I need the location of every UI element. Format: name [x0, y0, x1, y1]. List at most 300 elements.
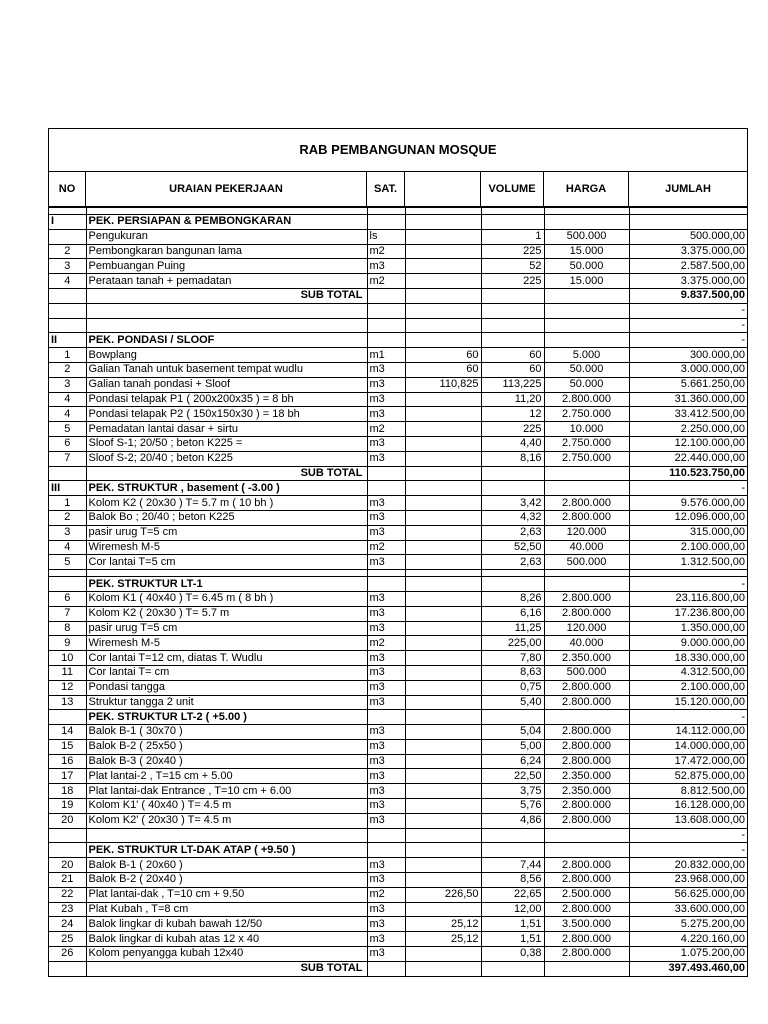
item-no: 23: [49, 902, 86, 917]
table-row: [49, 540, 747, 555]
table-row: [49, 651, 747, 666]
item-volume: 5,00: [481, 739, 544, 754]
section-no: II: [49, 333, 86, 348]
item-no: 22: [49, 887, 86, 902]
item-qty: [405, 591, 481, 606]
empty-cell: [481, 466, 544, 481]
empty-cell: [405, 828, 481, 843]
item-sat: m3: [367, 680, 405, 695]
section-label: PEK. PERSIAPAN & PEMBONGKARAN: [86, 215, 367, 230]
item-sat: m3: [367, 917, 405, 932]
item-no: 13: [49, 695, 86, 710]
item-uraian: Cor lantai T=5 cm: [86, 555, 367, 570]
empty-cell: [49, 303, 86, 318]
table-row: [49, 947, 747, 962]
empty-cell: [481, 333, 544, 348]
item-jumlah: 5.661.250,00: [629, 377, 747, 392]
item-uraian: Plat lantai-dak Entrance , T=10 cm + 6.00: [86, 784, 367, 799]
item-no: 15: [49, 739, 86, 754]
item-volume: 225: [481, 422, 544, 437]
empty-cell: [544, 961, 629, 975]
section-jumlah: -: [629, 481, 747, 496]
table-row: [49, 362, 747, 377]
item-no: 16: [49, 754, 86, 769]
item-no: 14: [49, 725, 86, 740]
section-no: [49, 843, 86, 858]
item-volume: 4,86: [481, 813, 544, 828]
item-no: 19: [49, 799, 86, 814]
subtotal-row: [49, 466, 747, 481]
item-qty: [405, 769, 481, 784]
item-sat: m3: [367, 665, 405, 680]
dash-value: -: [629, 828, 747, 843]
subtotal-label: SUB TOTAL: [86, 288, 367, 303]
empty-cell: [86, 828, 367, 843]
empty-cell: [481, 215, 544, 230]
header-harga: HARGA: [544, 172, 629, 206]
item-qty: [405, 636, 481, 651]
item-jumlah: 23.116.800,00: [629, 591, 747, 606]
item-volume: 6,16: [481, 606, 544, 621]
item-qty: [405, 407, 481, 422]
item-sat: m3: [367, 813, 405, 828]
item-qty: [405, 725, 481, 740]
table-row: [49, 407, 747, 422]
item-uraian: Balok B-2 ( 20x40 ): [86, 873, 367, 888]
item-uraian: Kolom K2' ( 20x30 ) T= 4.5 m: [86, 813, 367, 828]
section-label: PEK. STRUKTUR LT-1: [86, 577, 367, 592]
empty-cell: [544, 333, 629, 348]
item-volume: 225: [481, 244, 544, 259]
empty-cell: [405, 288, 481, 303]
item-qty: [405, 947, 481, 962]
empty-cell: [86, 570, 367, 577]
item-no: 2: [49, 244, 86, 259]
section-jumlah: -: [629, 577, 747, 592]
empty-cell: [367, 577, 405, 592]
item-uraian: Galian tanah pondasi + Sloof: [86, 377, 367, 392]
item-volume: 7,80: [481, 651, 544, 666]
table-row: [49, 754, 747, 769]
empty-cell: [481, 208, 544, 215]
table-row: [49, 902, 747, 917]
section-no: [49, 577, 86, 592]
table-row: [49, 259, 747, 274]
item-volume: 1,51: [481, 917, 544, 932]
header-no: NO: [49, 172, 86, 206]
item-sat: m3: [367, 606, 405, 621]
item-harga: 120.000: [544, 621, 629, 636]
section-label: PEK. STRUKTUR LT-DAK ATAP ( +9.50 ): [86, 843, 367, 858]
item-jumlah: 9.000.000,00: [629, 636, 747, 651]
item-sat: m3: [367, 799, 405, 814]
item-qty: [405, 259, 481, 274]
item-qty: [405, 244, 481, 259]
item-harga: 50.000: [544, 259, 629, 274]
empty-cell: [367, 710, 405, 725]
item-sat: m3: [367, 510, 405, 525]
subtotal-label: SUB TOTAL: [86, 466, 367, 481]
empty-cell: [49, 570, 86, 577]
item-no: 25: [49, 932, 86, 947]
item-qty: 226,50: [405, 887, 481, 902]
item-uraian: Kolom K2 ( 20x30 ) T= 5.7 m ( 10 bh ): [86, 496, 367, 511]
item-no: 18: [49, 784, 86, 799]
section-no: I: [49, 215, 86, 230]
item-uraian: Balok B-1 ( 20x60 ): [86, 858, 367, 873]
item-sat: m3: [367, 362, 405, 377]
table-row: [49, 739, 747, 754]
empty-cell: [405, 466, 481, 481]
item-harga: 2.750.000: [544, 436, 629, 451]
item-sat: m3: [367, 725, 405, 740]
empty-cell: [544, 570, 629, 577]
empty-cell: [544, 828, 629, 843]
empty-cell: [405, 318, 481, 333]
item-qty: [405, 555, 481, 570]
subtotal-row: [49, 961, 747, 975]
item-volume: 22,65: [481, 887, 544, 902]
item-uraian: Pondasi tangga: [86, 680, 367, 695]
item-uraian: Cor lantai T= cm: [86, 665, 367, 680]
empty-cell: [544, 481, 629, 496]
subtotal-value: 9.837.500,00: [629, 288, 747, 303]
item-uraian: Sloof S-2; 20/40 ; beton K225: [86, 451, 367, 466]
item-volume: 11,25: [481, 621, 544, 636]
item-volume: 12: [481, 407, 544, 422]
dash-value: -: [629, 303, 747, 318]
empty-cell: [544, 577, 629, 592]
item-jumlah: 14.112.000,00: [629, 725, 747, 740]
section-jumlah: -: [629, 333, 747, 348]
subtotal-label: SUB TOTAL: [86, 961, 367, 975]
item-jumlah: 33.600.000,00: [629, 902, 747, 917]
item-jumlah: 5.275.200,00: [629, 917, 747, 932]
item-qty: [405, 392, 481, 407]
empty-cell: [367, 303, 405, 318]
item-jumlah: 12.096.000,00: [629, 510, 747, 525]
item-uraian: Pemadatan lantai dasar + sirtu: [86, 422, 367, 437]
item-sat: m3: [367, 754, 405, 769]
table-row: [49, 784, 747, 799]
item-harga: 2.800.000: [544, 739, 629, 754]
empty-cell: [367, 333, 405, 348]
item-uraian: Sloof S-1; 20/50 ; beton K225 =: [86, 436, 367, 451]
item-sat: m3: [367, 392, 405, 407]
table-row: [49, 769, 747, 784]
item-harga: 50.000: [544, 362, 629, 377]
table-row: [49, 496, 747, 511]
item-uraian: Plat Kubah , T=8 cm: [86, 902, 367, 917]
item-uraian: Balok lingkar di kubah atas 12 x 40: [86, 932, 367, 947]
section-row: [49, 843, 747, 858]
item-qty: [405, 665, 481, 680]
item-uraian: Balok B-1 ( 30x70 ): [86, 725, 367, 740]
item-volume: 52: [481, 259, 544, 274]
item-qty: [405, 902, 481, 917]
item-jumlah: 14.000.000,00: [629, 739, 747, 754]
subtotal-row: [49, 288, 747, 303]
empty-cell: [367, 288, 405, 303]
empty-cell: [544, 303, 629, 318]
empty-cell: [367, 466, 405, 481]
item-jumlah: 56.625.000,00: [629, 887, 747, 902]
item-volume: 8,56: [481, 873, 544, 888]
table-row: [49, 510, 747, 525]
empty-cell: [544, 288, 629, 303]
empty-cell: [405, 303, 481, 318]
empty-cell: [405, 333, 481, 348]
sheet-title: RAB PEMBANGUNAN MOSQUE: [49, 129, 747, 172]
item-jumlah: 23.968.000,00: [629, 873, 747, 888]
item-no: 5: [49, 422, 86, 437]
item-harga: 2.750.000: [544, 451, 629, 466]
empty-cell: [405, 843, 481, 858]
item-qty: [405, 510, 481, 525]
item-harga: 500.000: [544, 665, 629, 680]
item-qty: [405, 540, 481, 555]
section-label: PEK. STRUKTUR , basement ( -3.00 ): [86, 481, 367, 496]
item-uraian: Struktur tangga 2 unit: [86, 695, 367, 710]
item-jumlah: 1.312.500,00: [629, 555, 747, 570]
empty-cell: [481, 961, 544, 975]
empty-cell: [49, 961, 86, 975]
item-sat: m2: [367, 244, 405, 259]
item-sat: m3: [367, 784, 405, 799]
blank-row: [49, 570, 747, 577]
empty-cell: [405, 710, 481, 725]
subtotal-value: 397.493.460,00: [629, 961, 747, 975]
item-volume: 60: [481, 362, 544, 377]
empty-cell: [481, 303, 544, 318]
item-volume: 1,51: [481, 932, 544, 947]
empty-cell: [367, 961, 405, 975]
empty-cell: [405, 577, 481, 592]
item-no: 1: [49, 496, 86, 511]
item-no: 17: [49, 769, 86, 784]
item-jumlah: 2.587.500,00: [629, 259, 747, 274]
item-no: 10: [49, 651, 86, 666]
item-volume: 12,00: [481, 902, 544, 917]
table-row: [49, 621, 747, 636]
table-row: [49, 873, 747, 888]
item-volume: 3,75: [481, 784, 544, 799]
item-jumlah: 33.412.500,00: [629, 407, 747, 422]
item-volume: 2,63: [481, 555, 544, 570]
item-harga: 40.000: [544, 540, 629, 555]
item-harga: 3.500.000: [544, 917, 629, 932]
empty-cell: [481, 570, 544, 577]
item-sat: m3: [367, 591, 405, 606]
empty-cell: [405, 215, 481, 230]
section-row: [49, 481, 747, 496]
item-sat: m3: [367, 407, 405, 422]
header-volume: VOLUME: [481, 172, 544, 206]
item-harga: 50.000: [544, 377, 629, 392]
blank-row: [49, 208, 747, 215]
item-uraian: Wiremesh M-5: [86, 636, 367, 651]
item-jumlah: 2.250.000,00: [629, 422, 747, 437]
item-harga: 2.800.000: [544, 510, 629, 525]
item-uraian: pasir urug T=5 cm: [86, 525, 367, 540]
table-row: [49, 917, 747, 932]
item-harga: 5.000: [544, 348, 629, 363]
section-jumlah: [629, 215, 747, 230]
header-sat: SAT.: [367, 172, 405, 206]
empty-cell: [544, 208, 629, 215]
item-sat: m3: [367, 858, 405, 873]
item-sat: m3: [367, 902, 405, 917]
item-harga: 2.350.000: [544, 784, 629, 799]
item-jumlah: 3.000.000,00: [629, 362, 747, 377]
item-volume: 8,16: [481, 451, 544, 466]
table-row: [49, 725, 747, 740]
table-row: [49, 932, 747, 947]
item-no: 5: [49, 555, 86, 570]
item-sat: m3: [367, 932, 405, 947]
item-jumlah: 4.312.500,00: [629, 665, 747, 680]
table-row: [49, 591, 747, 606]
item-harga: 2.350.000: [544, 769, 629, 784]
item-uraian: Pembongkaran bangunan lama: [86, 244, 367, 259]
item-qty: [405, 739, 481, 754]
item-qty: [405, 606, 481, 621]
item-uraian: Kolom penyangga kubah 12x40: [86, 947, 367, 962]
item-uraian: Pondasi telapak P1 ( 200x200x35 ) = 8 bh: [86, 392, 367, 407]
table-row: [49, 858, 747, 873]
item-no: 24: [49, 917, 86, 932]
table-row: [49, 244, 747, 259]
dash-row: [49, 828, 747, 843]
item-no: 8: [49, 621, 86, 636]
item-jumlah: 315.000,00: [629, 525, 747, 540]
item-harga: 2.800.000: [544, 947, 629, 962]
item-volume: 8,63: [481, 665, 544, 680]
item-uraian: Plat lantai-dak , T=10 cm + 9.50: [86, 887, 367, 902]
table-row: [49, 436, 747, 451]
table-row: [49, 606, 747, 621]
item-qty: 25,12: [405, 917, 481, 932]
item-volume: 4,40: [481, 436, 544, 451]
item-qty: 110,825: [405, 377, 481, 392]
item-no: 2: [49, 510, 86, 525]
section-label: PEK. PONDASI / SLOOF: [86, 333, 367, 348]
item-sat: m3: [367, 739, 405, 754]
section-row: [49, 577, 747, 592]
item-volume: 0,38: [481, 947, 544, 962]
item-harga: 15.000: [544, 274, 629, 289]
item-jumlah: 13.608.000,00: [629, 813, 747, 828]
table-row: [49, 887, 747, 902]
table-row: [49, 525, 747, 540]
item-volume: 5,40: [481, 695, 544, 710]
item-sat: m3: [367, 436, 405, 451]
item-uraian: Kolom K1 ( 40x40 ) T= 6.45 m ( 8 bh ): [86, 591, 367, 606]
item-qty: [405, 525, 481, 540]
item-jumlah: 4.220.160,00: [629, 932, 747, 947]
item-qty: 60: [405, 362, 481, 377]
item-no: 2: [49, 362, 86, 377]
table-row: [49, 813, 747, 828]
table-row: [49, 680, 747, 695]
item-no: 3: [49, 377, 86, 392]
item-qty: [405, 651, 481, 666]
item-qty: [405, 451, 481, 466]
item-uraian: Kolom K1' ( 40x40 ) T= 4.5 m: [86, 799, 367, 814]
item-volume: 225,00: [481, 636, 544, 651]
item-sat: m2: [367, 540, 405, 555]
item-harga: 2.800.000: [544, 813, 629, 828]
item-volume: 6,24: [481, 754, 544, 769]
section-no: [49, 710, 86, 725]
header-blank: [405, 172, 481, 206]
item-volume: 60: [481, 348, 544, 363]
item-volume: 1: [481, 229, 544, 244]
item-volume: 5,04: [481, 725, 544, 740]
empty-cell: [481, 481, 544, 496]
item-jumlah: 2.100.000,00: [629, 540, 747, 555]
item-qty: [405, 695, 481, 710]
item-sat: m3: [367, 651, 405, 666]
item-jumlah: 17.472.000,00: [629, 754, 747, 769]
table-row: [49, 799, 747, 814]
item-harga: 2.800.000: [544, 496, 629, 511]
item-jumlah: 22.440.000,00: [629, 451, 747, 466]
item-sat: m2: [367, 636, 405, 651]
empty-cell: [367, 318, 405, 333]
item-volume: 3,42: [481, 496, 544, 511]
item-volume: 0,75: [481, 680, 544, 695]
item-harga: 2.800.000: [544, 695, 629, 710]
item-harga: 2.800.000: [544, 858, 629, 873]
section-no: III: [49, 481, 86, 496]
section-label: PEK. STRUKTUR LT-2 ( +5.00 ): [86, 710, 367, 725]
item-jumlah: 16.128.000,00: [629, 799, 747, 814]
empty-cell: [367, 481, 405, 496]
item-jumlah: 500.000,00: [629, 229, 747, 244]
item-qty: [405, 784, 481, 799]
item-no: 3: [49, 525, 86, 540]
item-harga: 2.800.000: [544, 680, 629, 695]
item-volume: 4,32: [481, 510, 544, 525]
item-qty: [405, 858, 481, 873]
item-no: 7: [49, 451, 86, 466]
empty-cell: [481, 828, 544, 843]
item-harga: 15.000: [544, 244, 629, 259]
item-harga: 2.800.000: [544, 725, 629, 740]
item-qty: [405, 229, 481, 244]
item-uraian: Wiremesh M-5: [86, 540, 367, 555]
item-no: 26: [49, 947, 86, 962]
item-no: 4: [49, 274, 86, 289]
dash-value: -: [629, 318, 747, 333]
item-qty: [405, 274, 481, 289]
empty-cell: [367, 828, 405, 843]
empty-cell: [49, 288, 86, 303]
item-uraian: Plat lantai-2 , T=15 cm + 5.00: [86, 769, 367, 784]
section-row: [49, 215, 747, 230]
table-body: [49, 208, 747, 976]
item-jumlah: 17.236.800,00: [629, 606, 747, 621]
item-uraian: Balok B-2 ( 25x50 ): [86, 739, 367, 754]
item-harga: 2.500.000: [544, 887, 629, 902]
item-qty: [405, 496, 481, 511]
item-uraian: Pengukuran: [86, 229, 367, 244]
item-sat: m1: [367, 348, 405, 363]
table-row: [49, 555, 747, 570]
table-row: [49, 451, 747, 466]
empty-cell: [86, 303, 367, 318]
